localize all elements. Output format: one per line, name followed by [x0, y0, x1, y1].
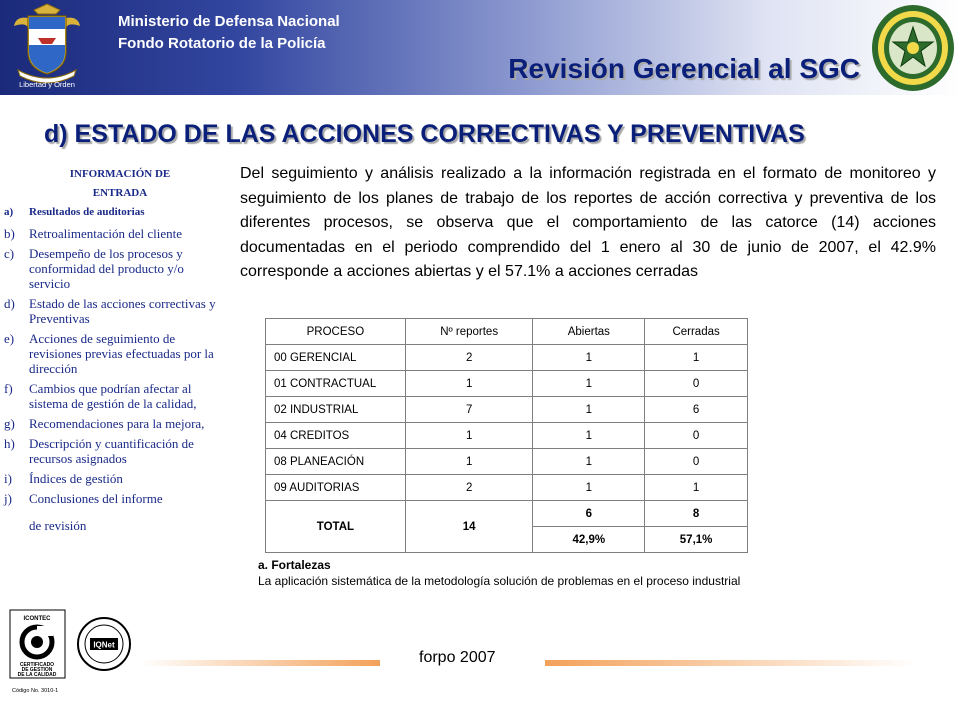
list-item: c) Desempeño de los procesos y conformidad del producto y/o servicio [4, 246, 184, 291]
column-header: Abiertas [533, 319, 645, 345]
police-seal-icon [870, 3, 956, 93]
list-item: b) Retroalimentación del cliente [4, 226, 183, 241]
total-row [266, 501, 748, 527]
table-cell: 1 [533, 371, 645, 397]
table-cell: 6 [645, 397, 748, 423]
column-header: Nº reportes [405, 319, 533, 345]
svg-text:CERTIFICADO: CERTIFICADO [19, 662, 55, 668]
sidebar-heading: INFORMACIÓN DE ENTRADA [69, 168, 171, 199]
list-item: d) Estado de las acciones correctivas y Preventivas [4, 296, 216, 326]
column-header: Cerradas [645, 319, 748, 345]
table-cell: 0 [645, 423, 748, 449]
table-cell: 00 GERENCIAL [266, 345, 406, 371]
table-header-row [266, 319, 748, 345]
list-item: f) Cambios que podrían afectar al sistema de gestión de la calidad, [4, 381, 197, 411]
table-cell: 01 CONTRACTUAL [266, 371, 406, 397]
svg-text:DE GESTION: DE GESTION [21, 667, 53, 673]
table-row [266, 371, 748, 397]
table-cell: 2 [405, 475, 533, 501]
table-cell: 1 [405, 449, 533, 475]
table-cell: 08 PLANEACIÓN [266, 449, 406, 475]
svg-text:DE LA CALIDAD: DE LA CALIDAD [17, 672, 57, 678]
table-cell: 0 [645, 449, 748, 475]
list-item: e) Acciones de seguimiento de revisiones previas efectuadas por la dirección [4, 331, 214, 376]
svg-text:ICONTEC: ICONTEC [23, 616, 51, 622]
total-closed: 8 [645, 501, 748, 527]
table-cell: 1 [533, 475, 645, 501]
colombia-shield-icon [8, 0, 86, 94]
svg-text:Código No. 3010-1: Código No. 3010-1 [12, 688, 59, 694]
table-cell: 7 [405, 397, 533, 423]
fund-name: Fondo Rotatorio de la Policía [118, 35, 326, 52]
table-cell: 1 [533, 423, 645, 449]
strengths-heading: a. Fortalezas [258, 558, 331, 572]
strengths-block [258, 557, 740, 589]
table-cell: 1 [533, 397, 645, 423]
total-open: 6 [533, 501, 645, 527]
footer-divider-left [140, 660, 380, 666]
total-label: TOTAL [266, 501, 406, 553]
closed-percent: 57,1% [645, 527, 748, 553]
table-cell: 04 CREDITOS [266, 423, 406, 449]
actions-table [265, 318, 748, 553]
open-percent: 42,9% [533, 527, 645, 553]
svg-text:Libertad y Orden: Libertad y Orden [19, 80, 75, 89]
table-cell: 09 AUDITORIAS [266, 475, 406, 501]
list-item: i) Índices de gestión [4, 471, 123, 486]
page-title: Revisión Gerencial al SGC [508, 53, 860, 84]
svg-text:IQNet: IQNet [93, 640, 115, 650]
total-reports: 14 [405, 501, 533, 553]
ministry-name: Ministerio de Defensa Nacional [118, 13, 340, 30]
table-row [266, 423, 748, 449]
footer-divider-right [545, 660, 915, 666]
certification-logos-icon [8, 608, 133, 710]
analysis-paragraph: Del seguimiento y análisis realizado a la información registrada en el formato de monitoreo y seguimiento de los planes de trabajo de los reportes de acción correctiva y preventiva de los diferentes procesos, se observa que el comportamiento de las catorce (14) acciones documentadas en el periodo comprendido del 1 enero al 30 de junio de 2007, el 42.9% corresponde a acciones abiertas y el 57.1% a acciones cerradas [240, 165, 936, 281]
input-info-sidebar [4, 165, 226, 538]
table-row [266, 397, 748, 423]
list-item: a) Resultados de auditorias [4, 206, 145, 218]
list-item-continuation: de revisión [29, 518, 87, 533]
list-item: g) Recomendaciones para la mejora, [4, 416, 205, 431]
table-row [266, 449, 748, 475]
section-title: d) ESTADO DE LAS ACCIONES CORRECTIVAS Y PREVENTIVAS [44, 120, 805, 148]
table-row [266, 345, 748, 371]
table-cell: 1 [645, 345, 748, 371]
list-item: j) Conclusiones del informe [4, 491, 163, 506]
strengths-text: La aplicación sistemática de la metodología solución de problemas en el proceso industrial [258, 574, 741, 588]
column-header: PROCESO [266, 319, 406, 345]
table-cell: 1 [405, 371, 533, 397]
table-cell: 02 INDUSTRIAL [266, 397, 406, 423]
table-cell: 1 [645, 475, 748, 501]
table-cell: 0 [645, 371, 748, 397]
footer-text: forpo 2007 [419, 649, 496, 666]
table-cell: 1 [533, 449, 645, 475]
sidebar-list [4, 205, 226, 533]
table-cell: 1 [405, 423, 533, 449]
table-cell: 2 [405, 345, 533, 371]
list-item: h) Descripción y cuantificación de recursos asignados [4, 436, 194, 466]
table-row [266, 475, 748, 501]
table-cell: 1 [533, 345, 645, 371]
